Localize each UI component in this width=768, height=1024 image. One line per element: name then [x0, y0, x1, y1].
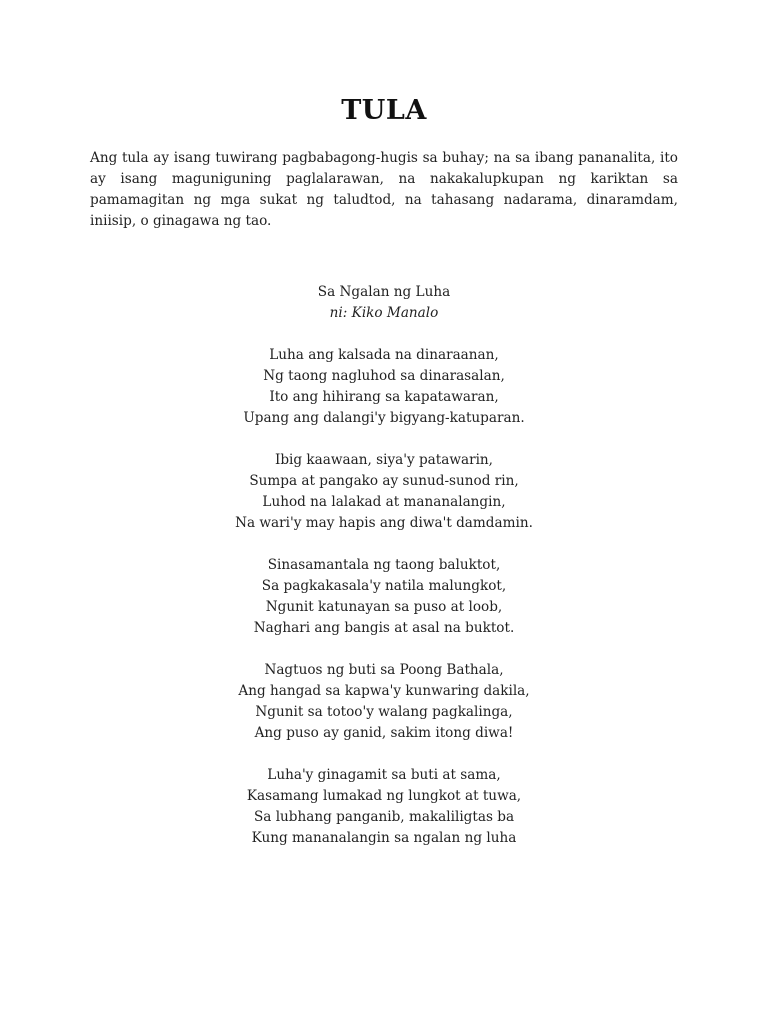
- poem-line: Kasamang lumakad ng lungkot at tuwa,: [246, 788, 522, 804]
- poem-line: Luha'y ginagamit sa buti at sama,: [267, 767, 501, 783]
- poem-line: Luhod na lalakad at mananalangin,: [262, 494, 506, 510]
- poem-line: Sa lubhang panganib, makaliligtas ba: [253, 809, 515, 825]
- poem: [0, 282, 768, 849]
- poem-line: Ibig kaawaan, siya'y patawarin,: [274, 452, 493, 468]
- page-title: TULA: [341, 95, 427, 126]
- poem-line: Ang hangad sa kapwa'y kunwaring dakila,: [238, 683, 530, 699]
- poem-line: Ngunit sa totoo'y walang pagkalinga,: [255, 704, 513, 720]
- poem-line: Sinasamantala ng taong baluktot,: [267, 557, 501, 573]
- poem-title: Sa Ngalan ng Luha: [317, 284, 451, 300]
- poem-line: Sa pagkakasala'y natila malungkot,: [261, 578, 507, 594]
- stanza-3: [0, 555, 768, 639]
- poem-line: Sumpa at pangako ay sunud-sunod rin,: [249, 473, 519, 489]
- poem-line: Na wari'y may hapis ang diwa't damdamin.: [235, 515, 533, 531]
- poem-line: Upang ang dalangi'y bigyang-katuparan.: [243, 410, 525, 426]
- poem-line: Luha ang kalsada na dinaraanan,: [269, 347, 499, 363]
- poem-author: ni: Kiko Manalo: [329, 305, 439, 321]
- poem-line: Kung mananalangin sa ngalan ng luha: [251, 830, 517, 846]
- poem-line: Ang puso ay ganid, sakim itong diwa!: [254, 725, 514, 741]
- poem-line: Ito ang hihirang sa kapatawaran,: [269, 389, 499, 405]
- intro-paragraph: Ang tula ay isang tuwirang pagbabagong-hugis sa buhay; na sa ibang pananalita, ito ay isang maguniguning paglalarawan, na nakakalupkupan ng kariktan sa pamamagitan ng mga sukat ng taludtod, na tahasang nadarama, dinaramdam, iniisip, o ginagawa ng tao.: [90, 150, 678, 229]
- stanza-4: [0, 660, 768, 744]
- stanza-2: [0, 450, 768, 534]
- poem-line: Nagtuos ng buti sa Poong Bathala,: [264, 662, 504, 678]
- stanza-1: [0, 345, 768, 429]
- poem-line: Ng taong nagluhod sa dinarasalan,: [263, 368, 505, 384]
- poem-line: Naghari ang bangis at asal na buktot.: [253, 620, 515, 636]
- stanza-5: [0, 765, 768, 849]
- poem-line: Ngunit katunayan sa puso at loob,: [265, 599, 503, 615]
